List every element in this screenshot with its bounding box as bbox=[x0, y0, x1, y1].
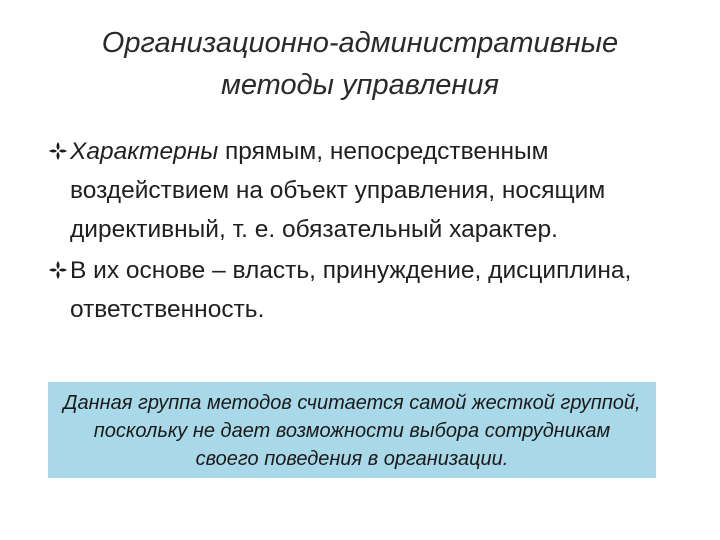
diamond-bullet-icon bbox=[48, 141, 68, 161]
diamond-bullet-icon bbox=[48, 260, 68, 280]
note-text: Данная группа методов считается самой жесткой группой, поскольку не дает возможности выбора сотрудникам своего поведения в организации. bbox=[63, 392, 641, 470]
bullet-lead: Характерны bbox=[70, 138, 219, 165]
bullet-list bbox=[48, 132, 688, 329]
bullet-item-2 bbox=[48, 251, 688, 329]
title-line-2: методы управления bbox=[220, 69, 500, 101]
title-line-1: Организационно-административные bbox=[101, 27, 619, 59]
note-box bbox=[48, 382, 656, 478]
slide-title bbox=[0, 22, 720, 106]
bullet-item-1 bbox=[48, 132, 688, 249]
bullet-text: В их основе – власть, принуждение, дисциплина, ответственность. bbox=[70, 257, 632, 323]
bullet-text: прямым, непосредственным воздействием на объект управления, носящим директивный, т. е. обязательный характер. bbox=[70, 138, 606, 243]
